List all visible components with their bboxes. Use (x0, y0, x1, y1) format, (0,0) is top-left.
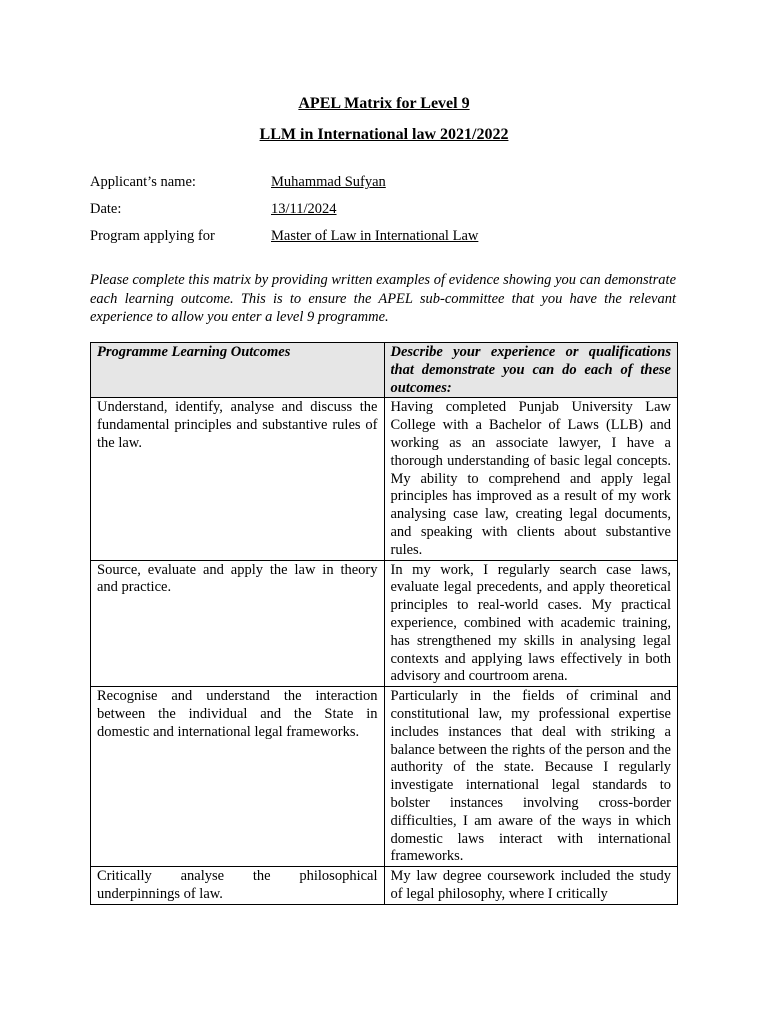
date-row (90, 199, 690, 219)
program-row (90, 226, 690, 246)
document-title: APEL Matrix for Level 9 (298, 95, 470, 112)
outcome-cell: Recognise and understand the interaction between the individual and the State in domestic and international legal frameworks. (91, 687, 385, 867)
experience-cell: Having completed Punjab University Law College with a Bachelor of Laws (LLB) and working as an associate lawyer, I have a thorough understanding of basic legal concepts. My ability to comprehend and apply legal principles has improved as a result of my work analysing case law, creating legal documents, and speaking with clients about substantive rules. (384, 398, 678, 560)
header-learning-outcomes: Programme Learning Outcomes (91, 343, 385, 398)
date-label: Date: (90, 201, 122, 217)
applicant-name-value: Muhammad Sufyan (271, 174, 386, 190)
table-row (91, 398, 678, 560)
outcome-cell: Critically analyse the philosophical underpinnings of law. (91, 867, 385, 905)
apel-matrix-table (90, 342, 678, 905)
date-value: 13/11/2024 (271, 201, 337, 217)
table-row (91, 867, 678, 905)
applicant-name-label: Applicant’s name: (90, 174, 196, 190)
table-row (91, 560, 678, 687)
table-header-row (91, 343, 678, 398)
document-subtitle: LLM in International law 2021/2022 (259, 126, 509, 143)
applicant-name-row (90, 172, 690, 192)
program-label: Program applying for (90, 228, 215, 244)
instructions-paragraph: Please complete this matrix by providing written examples of evidence showing you can demonstrate each learning outcome. This is to ensure the APEL sub-committee that you have the relevant experience to allow you enter a level 9 programme. (90, 272, 676, 325)
header-experience: Describe your experience or qualifications that demonstrate you can do each of these outcomes: (384, 343, 678, 398)
table-row (91, 687, 678, 867)
outcome-cell: Understand, identify, analyse and discuss the fundamental principles and substantive rules of the law. (91, 398, 385, 560)
outcome-cell: Source, evaluate and apply the law in theory and practice. (91, 560, 385, 687)
program-value: Master of Law in International Law (271, 228, 479, 244)
experience-cell: My law degree coursework included the study of legal philosophy, where I critically (384, 867, 678, 905)
experience-cell: Particularly in the fields of criminal and constitutional law, my professional expertise includes instances that deal with striking a balance between the rights of the person and the authority of the state. Because I regularly investigate international legal standards to bolster instances involving cross-border difficulties, I am aware of the ways in which domestic laws interact with international frameworks. (384, 687, 678, 867)
experience-cell: In my work, I regularly search case laws, evaluate legal precedents, and apply theoretical principles to real-world cases. My practical experience, combined with academic training, has strengthened my skills in analysing legal contexts and applying laws effectively in both advisory and courtroom arena. (384, 560, 678, 687)
